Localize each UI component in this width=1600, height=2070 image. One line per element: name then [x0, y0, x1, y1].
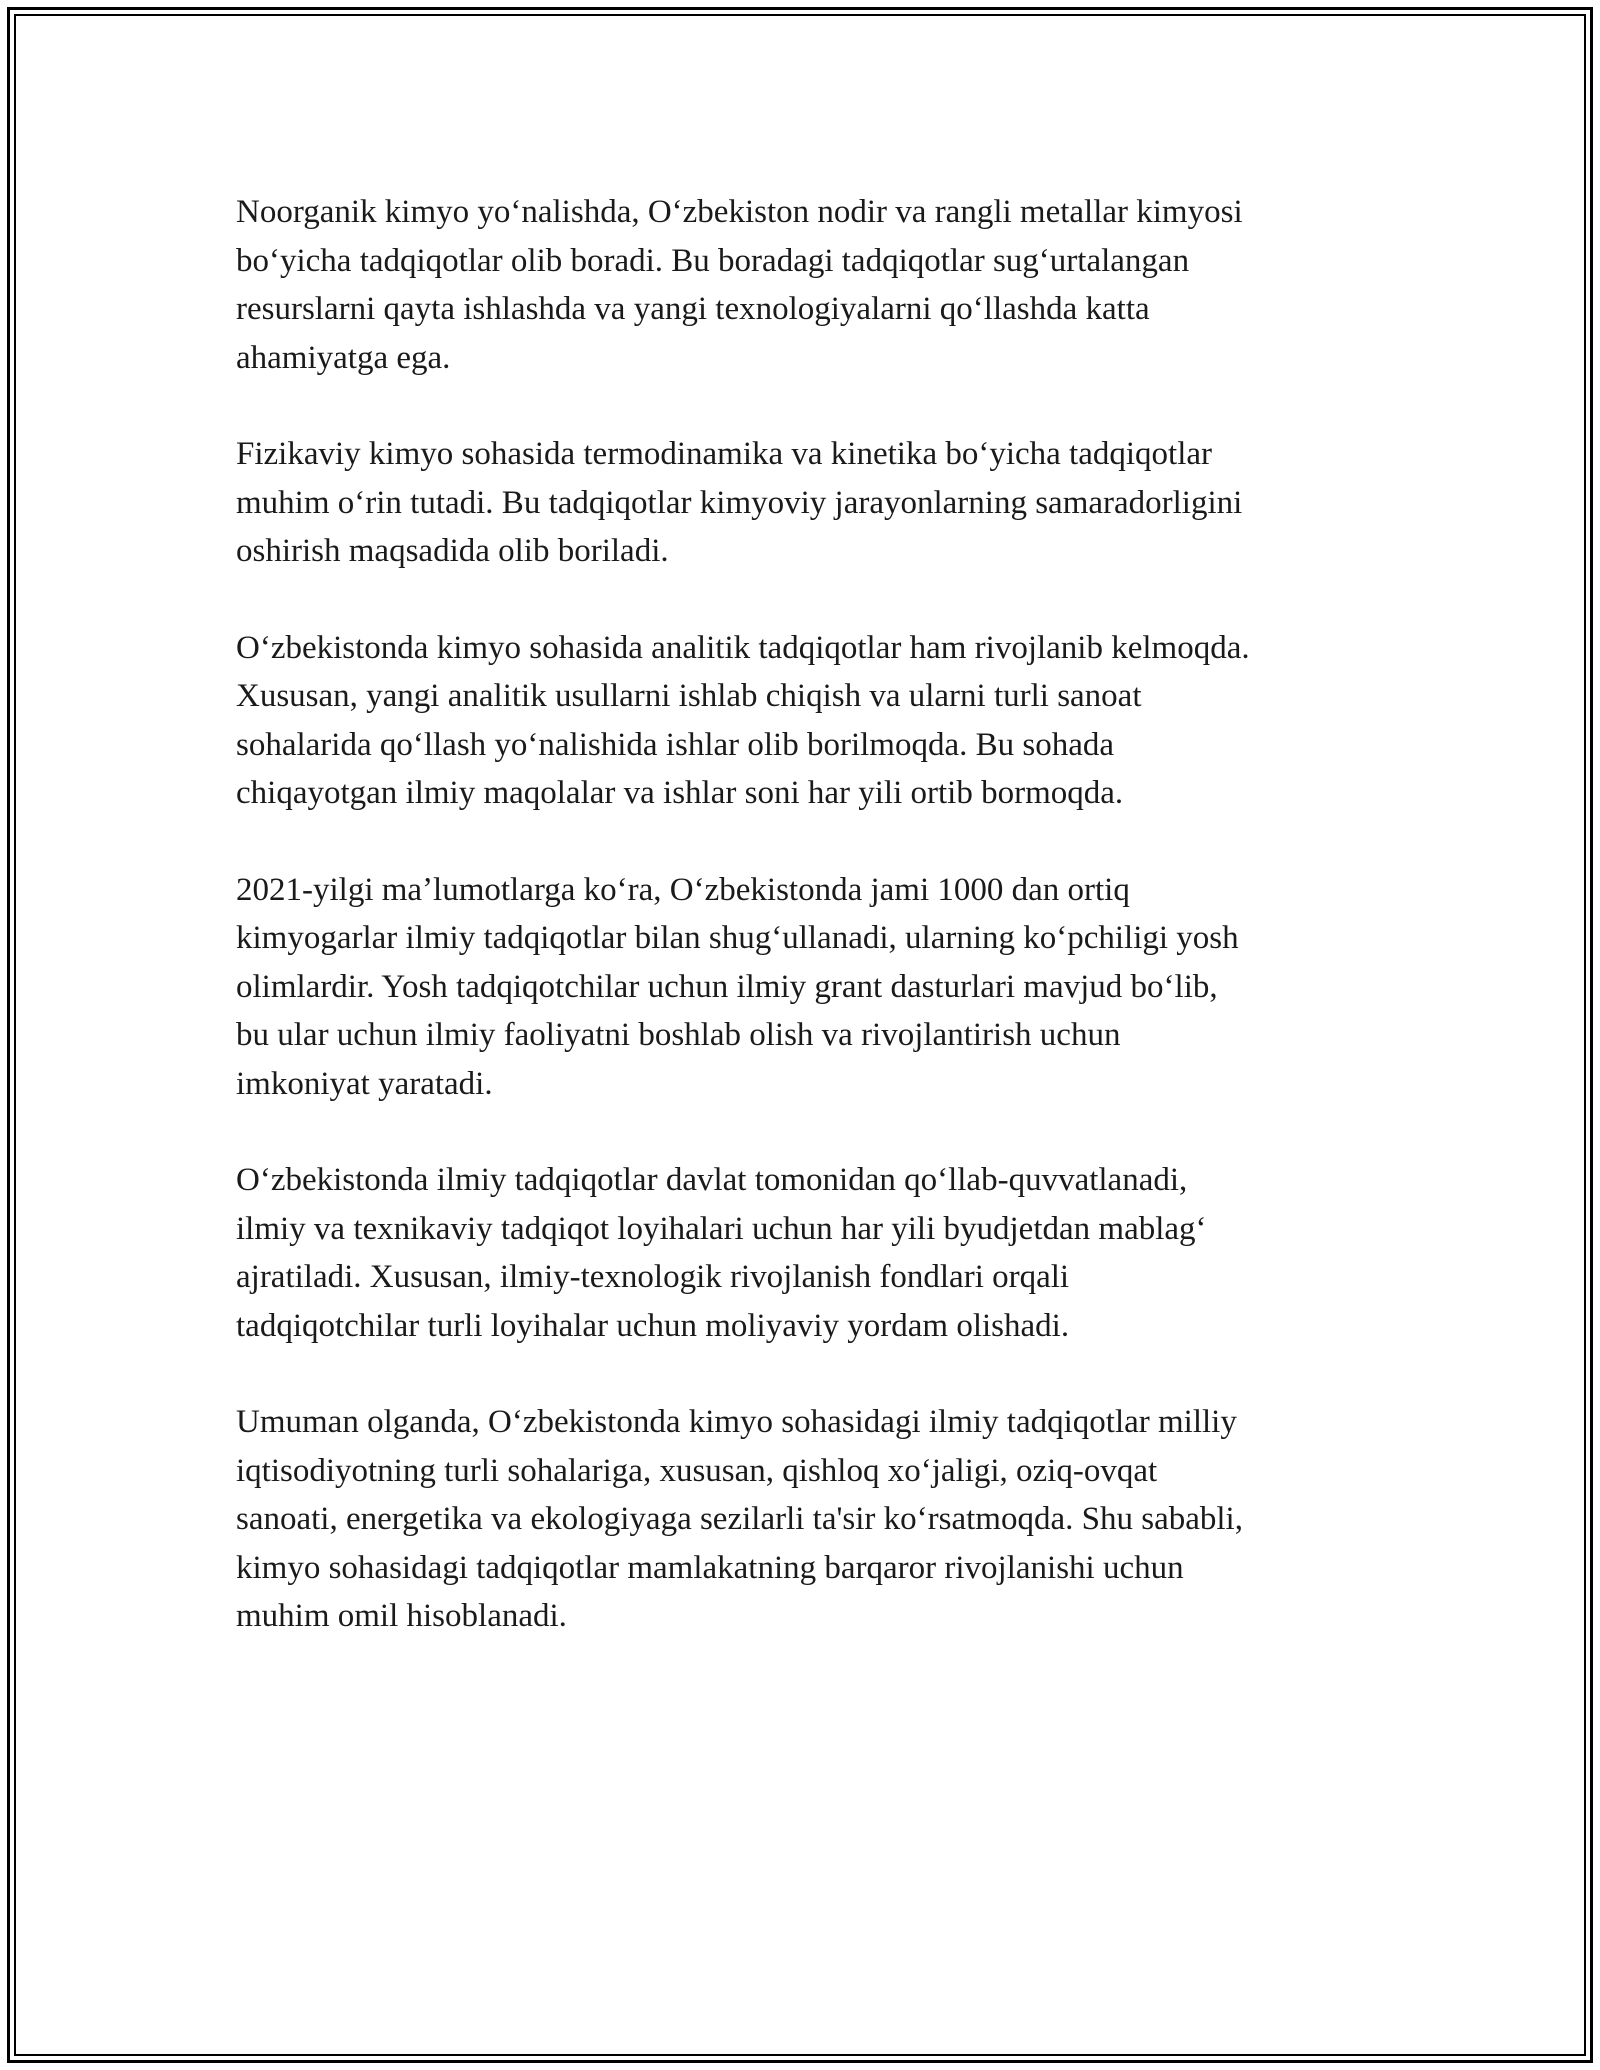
paragraph-conclusion [236, 1398, 1386, 1641]
paragraph-inorganic-chemistry [236, 188, 1386, 382]
text-line: 2021-yilgi maʼlumotlarga koʻra, Oʻzbekistonda jami 1000 dan ortiq [236, 871, 1130, 908]
text-line: boʻyicha tadqiqotlar olib boradi. Bu boradagi tadqiqotlar sugʻurtalangan [236, 242, 1190, 279]
text-line: ilmiy va texnikaviy tadqiqot loyihalari uchun har yili byudjetdan mablagʻ [236, 1210, 1207, 1247]
text-line: olimlardir. Yosh tadqiqotchilar uchun ilmiy grant dasturlari mavjud boʻlib, [236, 968, 1218, 1005]
text-line: Xususan, yangi analitik usullarni ishlab chiqish va ularni turli sanoat [236, 678, 1142, 714]
text-line: chiqayotgan ilmiy maqolalar va ishlar soni har yili ortib bormoqda. [236, 775, 1124, 811]
text-line: iqtisodiyotning turli sohalariga, xususan, qishloq xoʻjaligi, oziq-ovqat [236, 1452, 1158, 1489]
paragraph-state-support [236, 1156, 1386, 1350]
text-line: kimyo sohasidagi tadqiqotlar mamlakatning barqaror rivojlanishi uchun [236, 1549, 1184, 1586]
text-line: tadqiqotchilar turli loyihalar uchun moliyaviy yordam olishadi. [236, 1307, 1070, 1344]
text-line: ajratiladi. Xususan, ilmiy-texnologik rivojlanish fondlari orqali [236, 1259, 1070, 1295]
paragraph-physical-chemistry [236, 430, 1386, 576]
text-line: Oʻzbekistonda ilmiy tadqiqotlar davlat tomonidan qoʻllab-quvvatlanadi, [236, 1162, 1188, 1198]
text-line: oshirish maqsadida olib boriladi. [236, 533, 669, 569]
text-line: Noorganik kimyo yoʻnalishda, Oʻzbekiston nodir va rangli metallar kimyosi [236, 194, 1243, 230]
text-line: muhim omil hisoblanadi. [236, 1598, 567, 1634]
text-line: bu ular uchun ilmiy faoliyatni boshlab olish va rivojlantirish uchun [236, 1017, 1121, 1053]
document-body [236, 188, 1386, 1689]
text-line: sanoati, energetika va ekologiyaga sezilarli ta'sir koʻrsatmoqda. Shu sababli, [236, 1501, 1243, 1537]
text-line: ahamiyatga ega. [236, 339, 451, 376]
text-line: Oʻzbekistonda kimyo sohasida analitik tadqiqotlar ham rivojlanib kelmoqda. [236, 629, 1250, 666]
text-line: sohalarida qoʻllash yoʻnalishida ishlar olib borilmoqda. Bu sohada [236, 726, 1114, 763]
paragraph-2021-statistics [236, 866, 1386, 1109]
text-line: resurslarni qayta ishlashda va yangi texnologiyalarni qoʻllashda katta [236, 291, 1150, 327]
text-line: kimyogarlar ilmiy tadqiqotlar bilan shugʻullanadi, ularning koʻpchiligi yosh [236, 920, 1239, 956]
text-line: imkoniyat yaratadi. [236, 1065, 493, 1102]
text-line: Umuman olganda, Oʻzbekistonda kimyo sohasidagi ilmiy tadqiqotlar milliy [236, 1404, 1237, 1440]
text-line: muhim oʻrin tutadi. Bu tadqiqotlar kimyoviy jarayonlarning samaradorligini [236, 484, 1243, 521]
text-line: Fizikaviy kimyo sohasida termodinamika va kinetika boʻyicha tadqiqotlar [236, 436, 1213, 472]
paragraph-analytical-research [236, 624, 1386, 818]
